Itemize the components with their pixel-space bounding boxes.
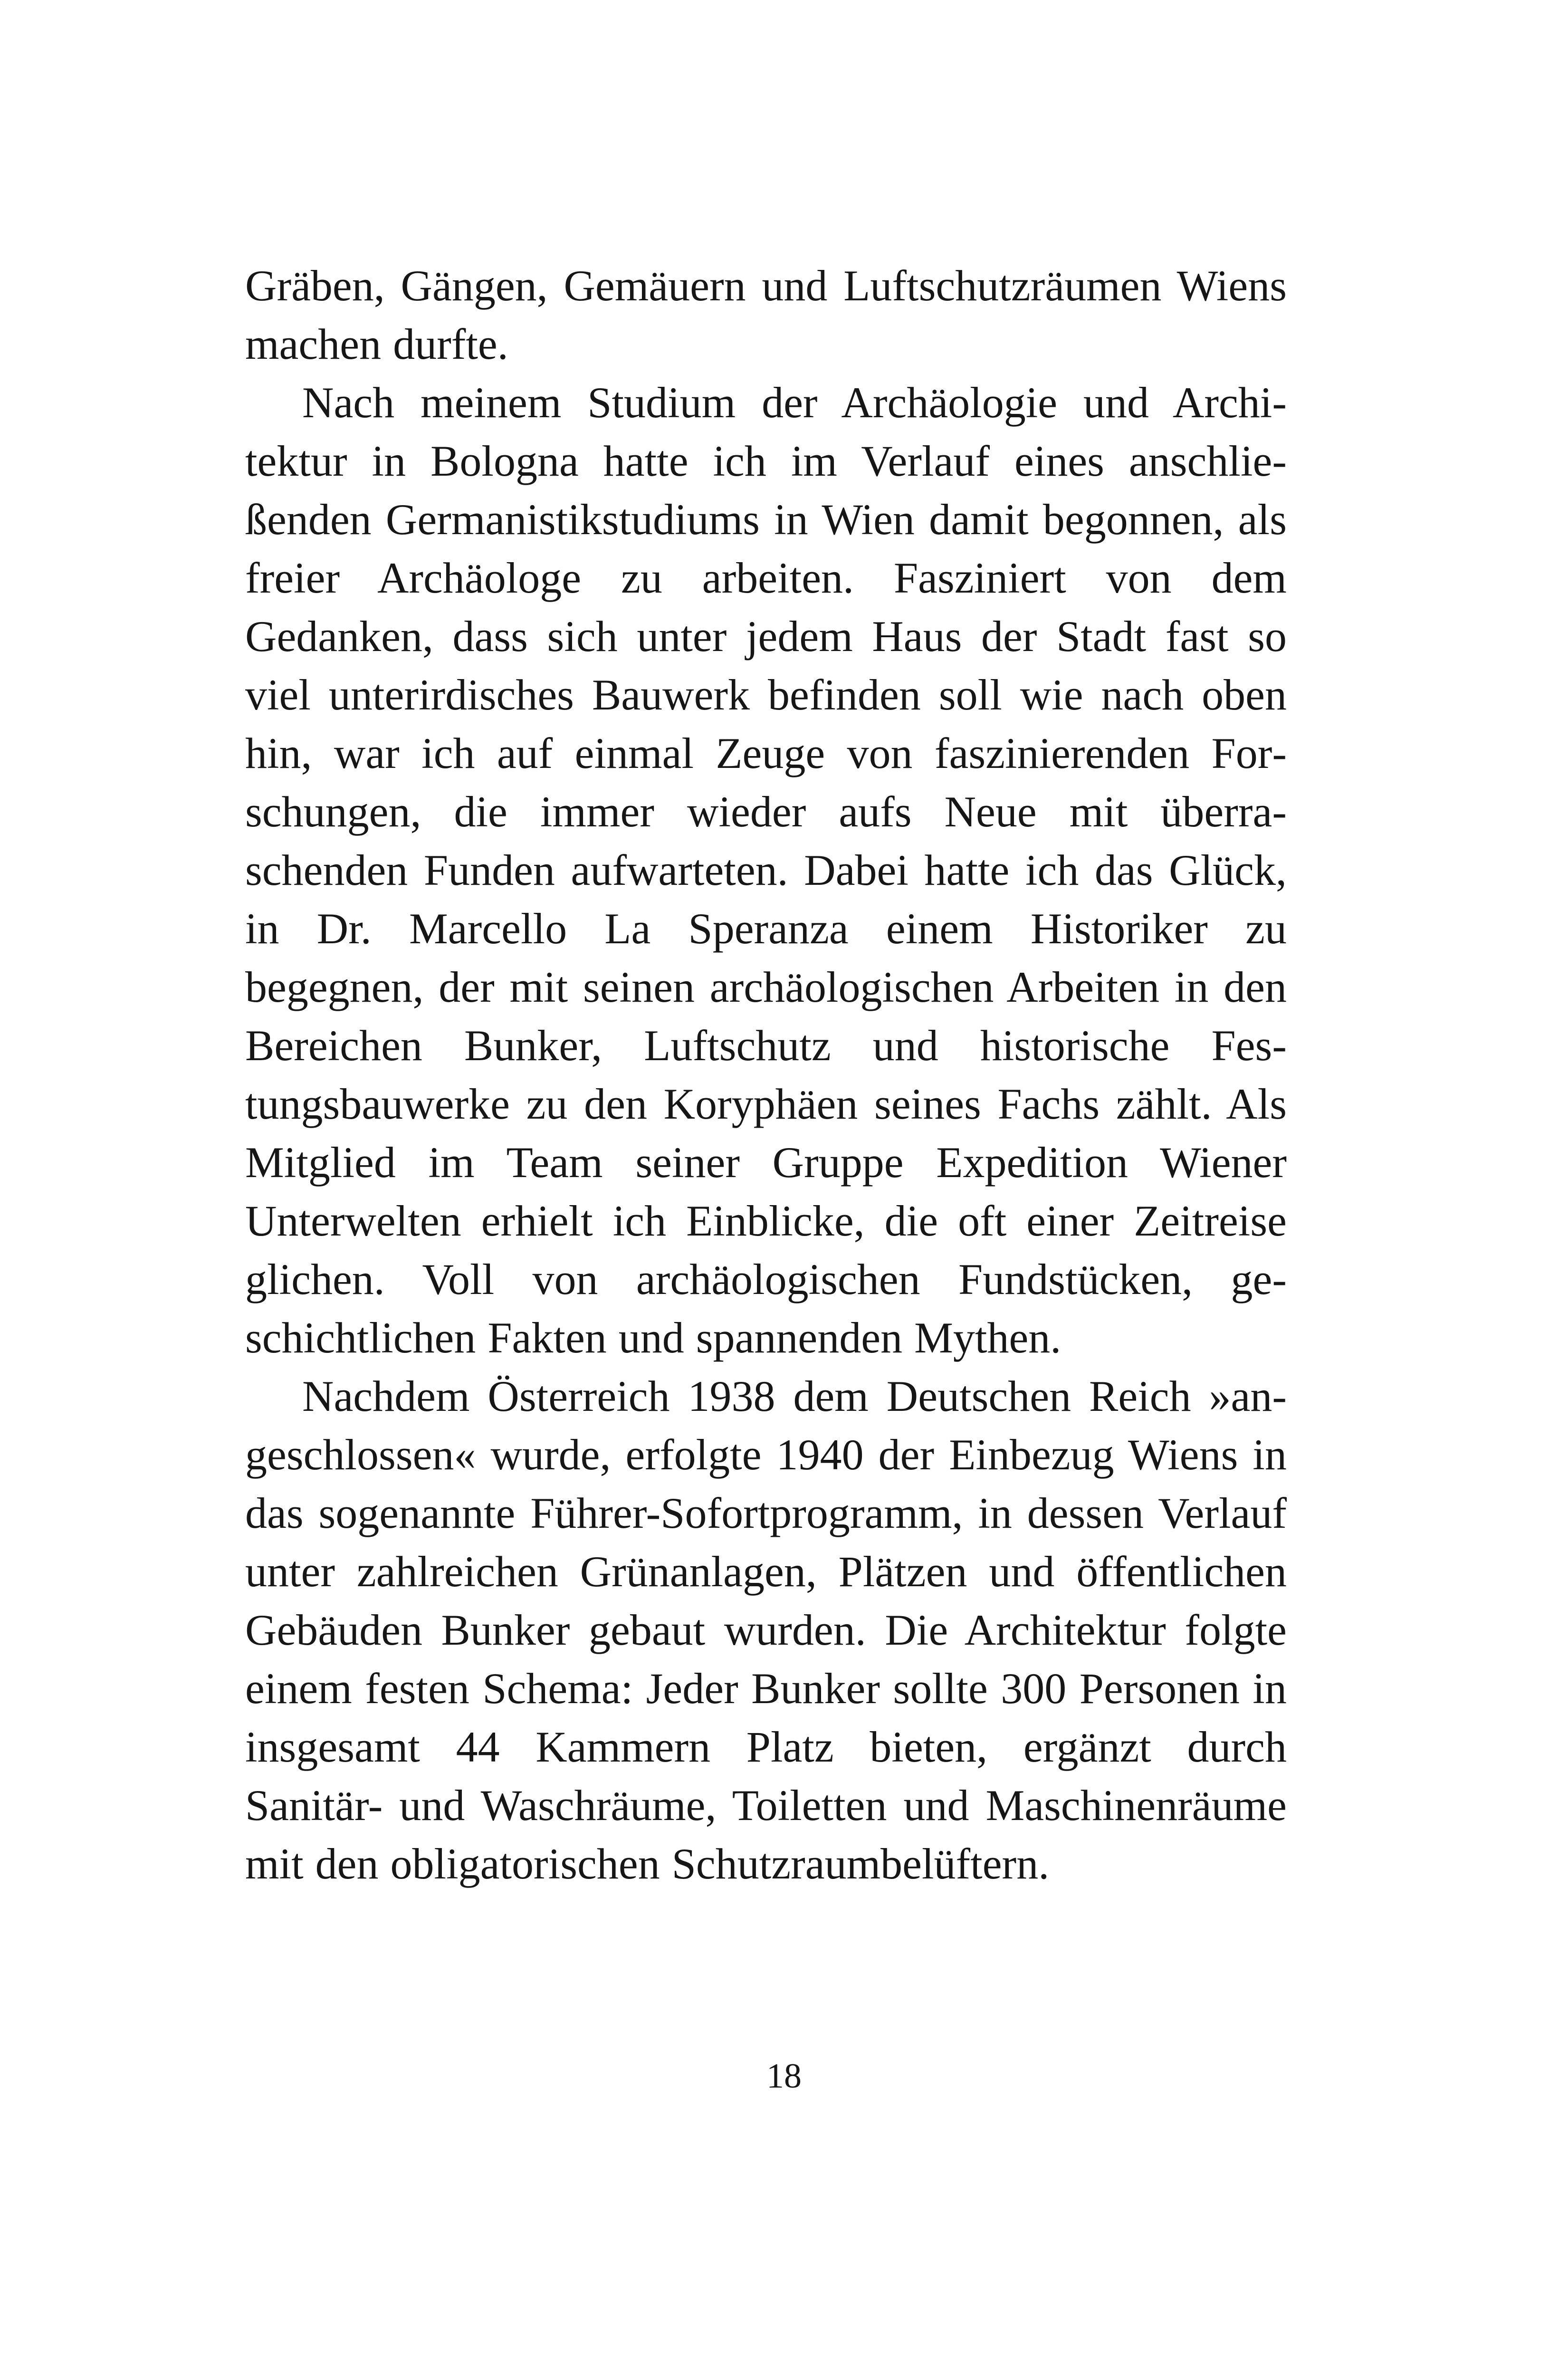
body-text bbox=[245, 257, 1287, 1893]
page-number: 18 bbox=[766, 2057, 802, 2096]
paragraph-continuation: Gräben, Gängen, Gemäuern und Luftschutzräumen Wiens machen durfte. bbox=[245, 261, 1287, 368]
paragraph-studies: Nach meinem Studium der Archäologie und Architektur in Bologna hatte ich im Verlauf eines anschließenden Germanistikstudiums in Wien damit begonnen, als freier Archäologe zu arbeiten. Fasziniert von dem Gedanken, dass sich unter jedem Haus der Stadt fast so viel unterirdisches Bauwerk befinden soll wie nach oben hin, war ich auf einmal Zeuge von faszinierenden Forschungen, die immer wieder aufs Neue mit überraschenden Funden aufwarteten. Dabei hatte ich das Glück, in Dr. Marcello La Speranza einem Historiker zu begegnen, der mit seinen archäologischen Arbeiten in den Bereichen Bunker, Luftschutz und historische Festungsbauwerke zu den Koryphäen seines Fachs zählt. Als Mitglied im Team seiner Gruppe Expedition Wiener Unterwelten erhielt ich Einblicke, die oft einer Zeitreise glichen. Voll von archäologischen Fundstücken, geschichtlichen Fakten und spannenden Mythen. bbox=[245, 378, 1287, 1362]
paragraph-bunkers: Nachdem Österreich 1938 dem Deutschen Reich »angeschlossen« wurde, erfolgte 1940 der Einbezug Wiens in das sogenannte Führer-Sofortprogramm, in dessen Verlauf unter zahlreichen Grünanlagen, Plätzen und öffentlichen Gebäuden Bunker gebaut wurden. Die Architektur folgte einem festen Schema: Jeder Bunker sollte 300 Personen in insgesamt 44 Kammern Platz bieten, ergänzt durch Sanitär- und Waschräume, Toiletten und Maschinenräume mit den obligatorischen Schutzraumbelüftern. bbox=[245, 1372, 1287, 1888]
